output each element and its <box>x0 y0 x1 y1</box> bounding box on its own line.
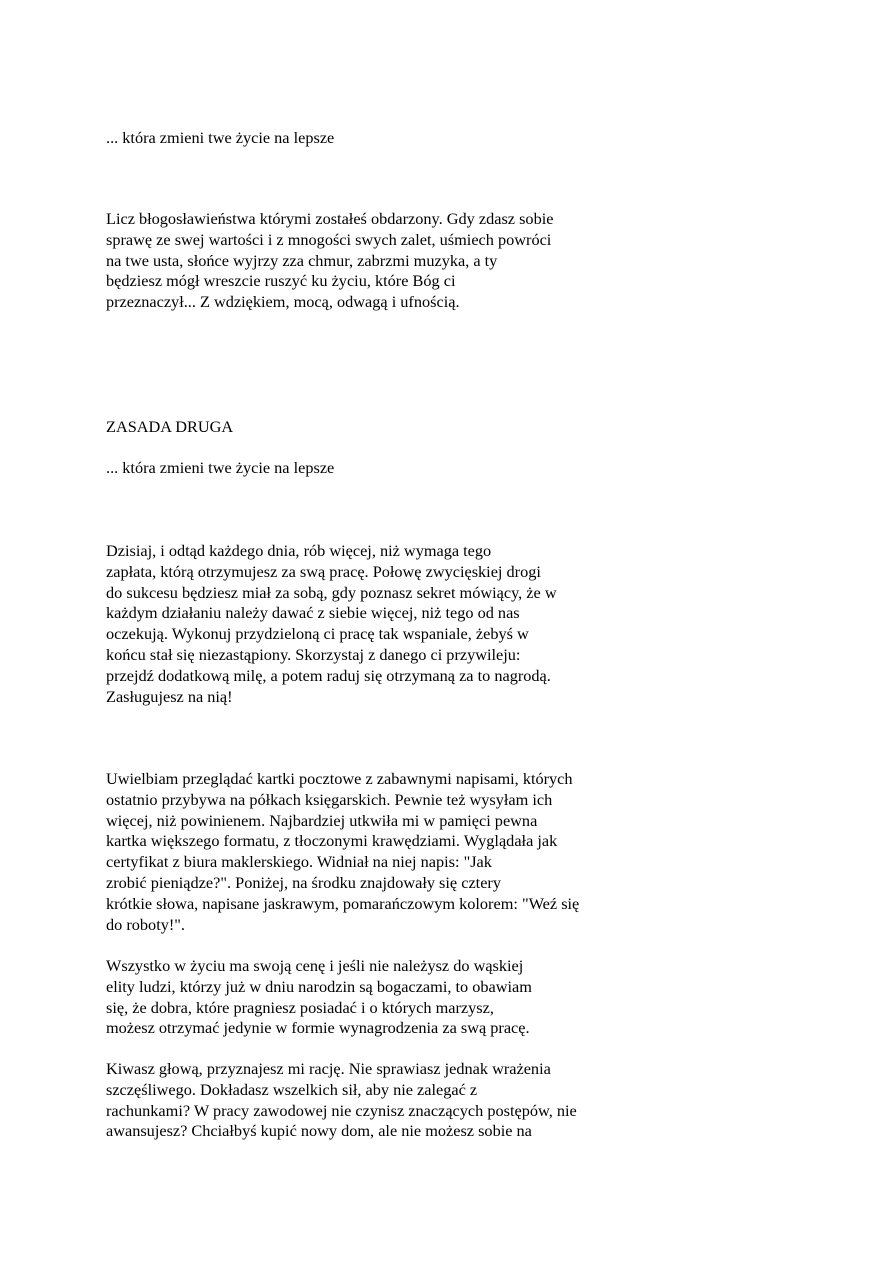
text-line: przejdź dodatkową milę, a potem raduj się otrzymaną za to nagrodą. <box>106 665 551 685</box>
text-line: przeznaczył... Z wdziękiem, mocą, odwagą i ufnością. <box>106 292 460 312</box>
section-heading: ZASADA DRUGA <box>106 417 234 436</box>
text-line: każdym działaniu należy dawać z siebie więcej, niż tego od nas <box>106 603 520 623</box>
text-line: końcu stał się niezastąpiony. Skorzystaj z danego ci przywileju: <box>106 644 521 664</box>
text-line: sprawę ze swej wartości i z mnogości swych zalet, uśmiech powróci <box>106 229 552 249</box>
paragraph-1 <box>106 209 553 313</box>
text-line: certyfikat z biura maklerskiego. Widniał na niej napis: "Jak <box>106 852 492 872</box>
text-line: więcej, niż powinienem. Najbardziej utkwiła mi w pamięci pewna <box>106 810 538 830</box>
text-line: elity ludzi, którzy już w dniu narodzin są bogaczami, to obawiam <box>106 976 532 996</box>
text-line: awansujesz? Chciałbyś kupić nowy dom, ale nie możesz sobie na <box>106 1121 532 1141</box>
text-line: Wszystko w życiu ma swoją cenę i jeśli nie należysz do wąskiej <box>106 956 524 975</box>
text-line: będziesz mógł wreszcie ruszyć ku życiu, które Bóg ci <box>106 271 456 291</box>
text-line: szczęśliwego. Dokładasz wszelkich sił, aby nie zalegać z <box>106 1079 478 1099</box>
text-line: Uwielbiam przeglądać kartki pocztowe z zabawnymi napisami, których <box>106 769 573 788</box>
text-line: Zasługujesz na nią! <box>106 686 233 706</box>
text-line: ostatnio przybywa na półkach księgarskich. Pewnie też wysyłam ich <box>106 789 553 809</box>
text-line: zapłata, którą otrzymujesz za swą pracę. Połowę zwycięskiej drogi <box>106 561 541 581</box>
paragraph-2 <box>106 541 557 707</box>
text-line: zrobić pieniądze?". Poniżej, na środku znajdowały się cztery <box>106 872 501 892</box>
paragraph-3 <box>106 769 579 935</box>
text-line: Licz błogosławieństwa którymi zostałeś obdarzony. Gdy zdasz sobie <box>106 209 554 228</box>
text-line: kartka większego formatu, z tłoczonymi krawędziami. Wyglądała jak <box>106 831 558 851</box>
text-line: rachunkami? W pracy zawodowej nie czynisz znaczących postępów, nie <box>106 1100 577 1120</box>
paragraph-5 <box>106 1059 577 1142</box>
subtitle-1: ... która zmieni twe życie na lepsze <box>106 128 335 147</box>
text-line: się, że dobra, które pragniesz posiadać i o których marzysz, <box>106 997 494 1017</box>
text-line: Kiwasz głową, przyznajesz mi rację. Nie sprawiasz jednak wrażenia <box>106 1059 551 1078</box>
text-line: do roboty!". <box>106 914 185 934</box>
subtitle-2: ... która zmieni twe życie na lepsze <box>106 458 335 477</box>
paragraph-4 <box>106 956 532 1039</box>
text-line: do sukcesu będziesz miał za sobą, gdy poznasz sekret mówiący, że w <box>106 582 557 602</box>
text-line: na twe usta, słońce wyjrzy zza chmur, zabrzmi muzyka, a ty <box>106 250 498 270</box>
text-line: możesz otrzymać jedynie w formie wynagrodzenia za swą pracę. <box>106 1018 530 1038</box>
text-line: oczekują. Wykonuj przydzieloną ci pracę tak wspaniale, żebyś w <box>106 624 529 644</box>
text-line: Dzisiaj, i odtąd każdego dnia, rób więcej, niż wymaga tego <box>106 541 492 560</box>
text-line: krótkie słowa, napisane jaskrawym, pomarańczowym kolorem: "Weź się <box>106 893 580 913</box>
